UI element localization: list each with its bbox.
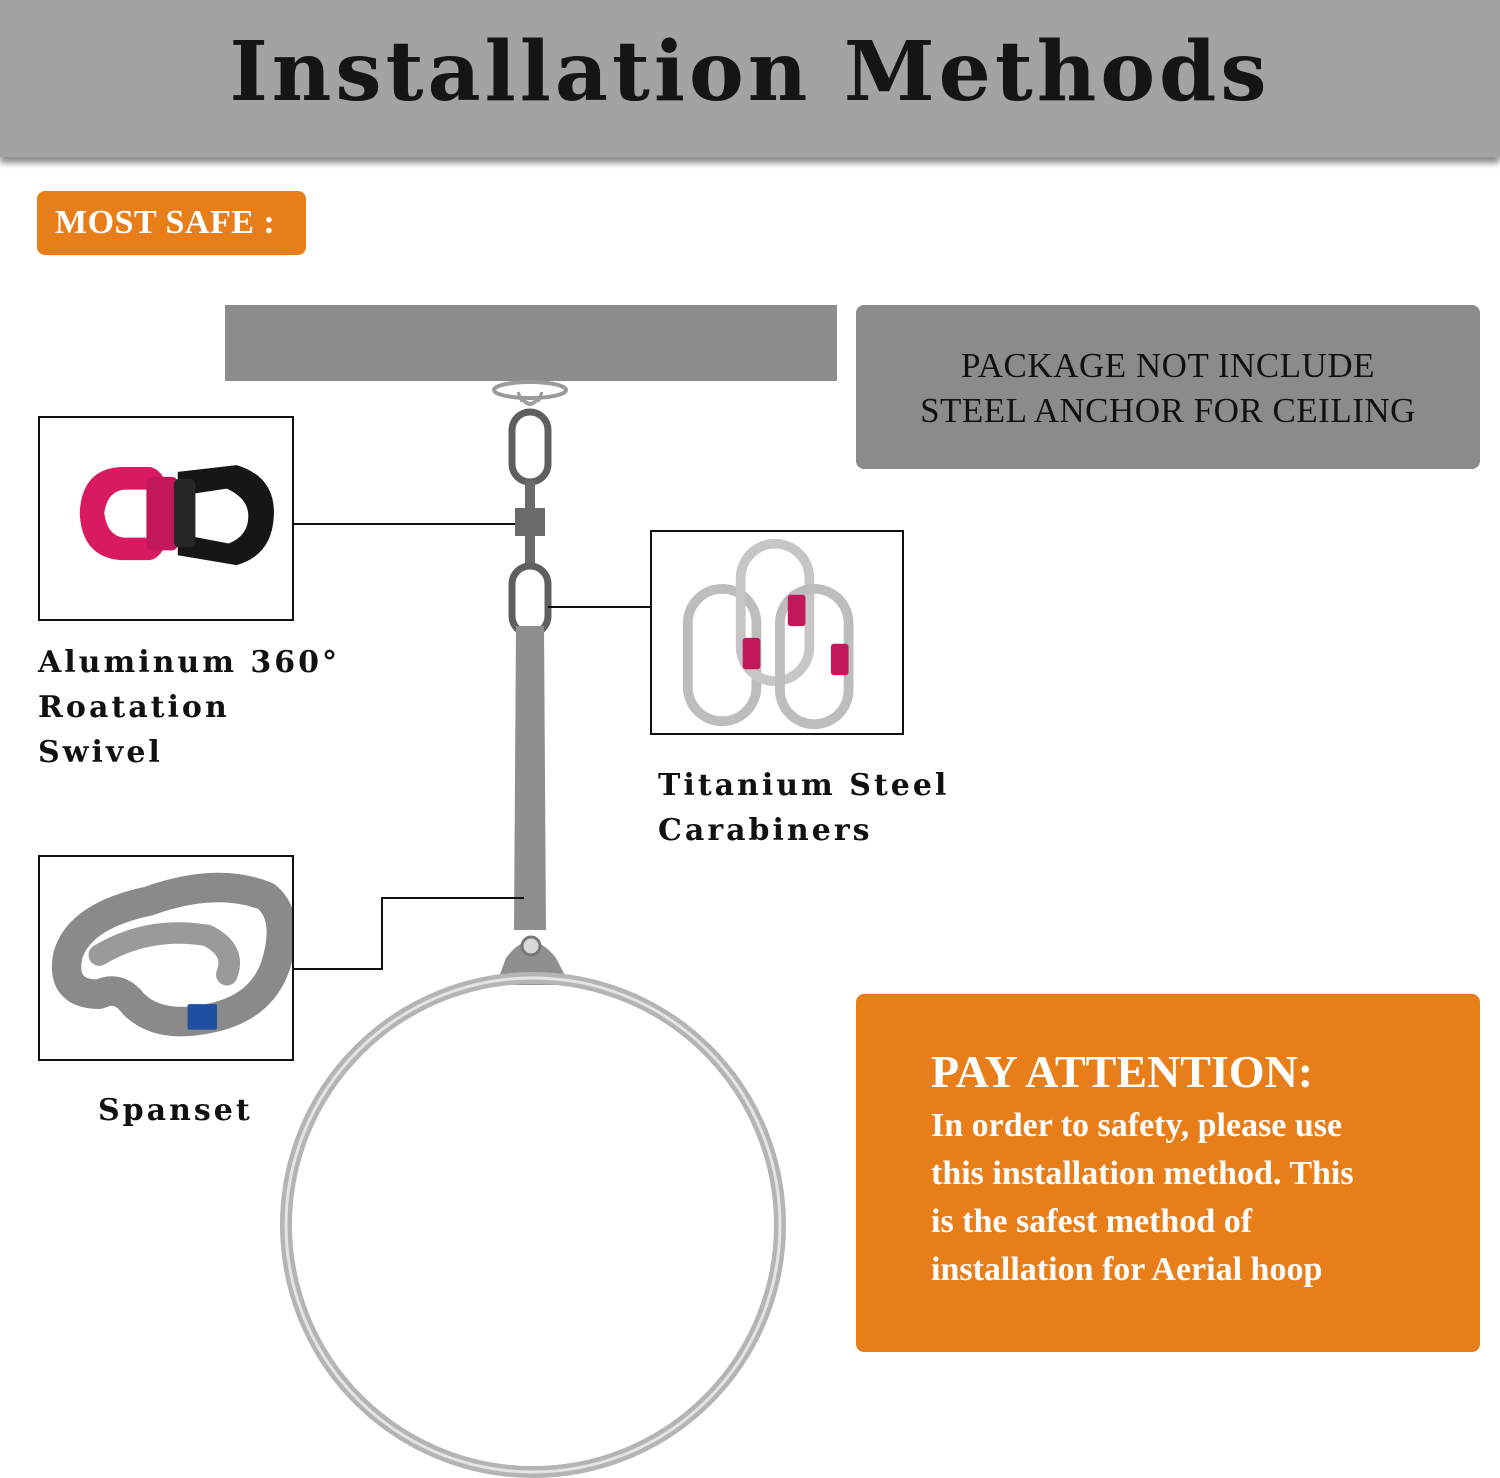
page-title: Installation Methods — [229, 24, 1271, 120]
swivel-label-line-1: Aluminum 360° — [38, 645, 341, 680]
swivel-callout — [38, 416, 294, 621]
spanset-strap — [514, 626, 546, 930]
swivel-label-line-3: Swivel — [38, 735, 163, 770]
spanset-label-line-1: Spanset — [98, 1093, 253, 1128]
spanset-label — [98, 1088, 253, 1133]
pay-attention-line-3: is the safest method of — [931, 1203, 1253, 1240]
most-safe-badge: MOST SAFE : — [37, 191, 306, 255]
top-carabiner — [512, 412, 548, 482]
spanset-connector-line — [292, 898, 524, 969]
pay-attention-line-1: In order to safety, please use — [931, 1107, 1343, 1144]
carabiner-label — [658, 763, 949, 853]
swivel-unit — [515, 480, 545, 564]
package-note — [856, 305, 1480, 469]
carabiner-callout — [650, 530, 904, 735]
swivel-label-line-2: Roatation — [38, 690, 230, 725]
ceiling-anchor-icon — [494, 382, 566, 404]
pay-attention-line-2: this installation method. This — [931, 1155, 1354, 1192]
ceiling-beam — [225, 305, 837, 381]
pay-attention-title: PAY ATTENTION: — [931, 1046, 1314, 1097]
spanset-icon — [40, 857, 292, 1059]
package-note-line-1: PACKAGE NOT INCLUDE — [961, 346, 1375, 385]
pay-attention-box — [856, 994, 1480, 1352]
lower-carabiner — [512, 566, 548, 634]
aerial-hoop — [286, 978, 780, 1472]
package-note-line-2: STEEL ANCHOR FOR CEILING — [920, 391, 1416, 430]
swivel-icon — [40, 418, 292, 619]
swivel-label — [38, 640, 340, 775]
carabiner-icon — [652, 532, 902, 733]
carabiner-label-line-1: Titanium Steel — [658, 768, 950, 803]
pay-attention-line-4: installation for Aerial hoop — [931, 1251, 1323, 1288]
carabiner-label-line-2: Carabiners — [658, 813, 873, 848]
spanset-callout — [38, 855, 294, 1061]
